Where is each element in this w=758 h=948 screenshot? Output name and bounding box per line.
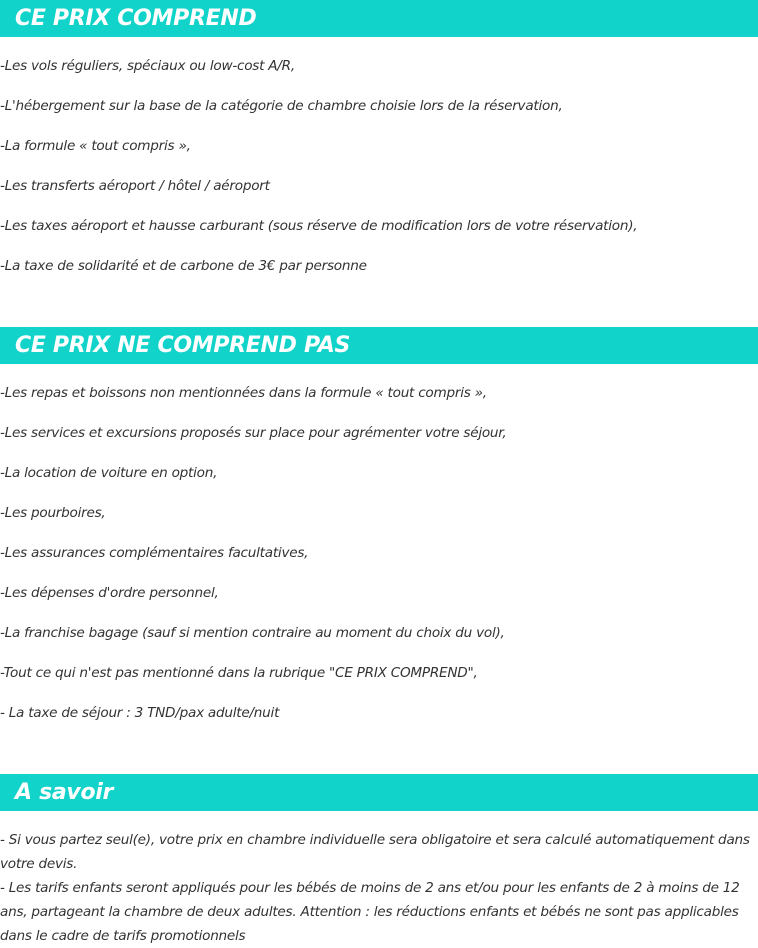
info-paragraph: - Les tarifs enfants seront appliqués pour les bébés de moins de 2 ans et/ou pour les enfants de 2 à moins de 12 ans, partageant la chambre de deux adultes. Attention : les réductions enfants et bébés ne sont pas applicables dans le cadre de tarifs promotionnels (0, 880, 740, 944)
section-header-not-included: CE PRIX NE COMPREND PAS (0, 327, 758, 364)
included-item: -La formule « tout compris », (0, 138, 191, 154)
included-item: -L'hébergement sur la base de la catégorie de chambre choisie lors de la réservation, (0, 98, 563, 114)
included-item: -Les vols réguliers, spéciaux ou low-cost A/R, (0, 58, 295, 74)
not-included-item: -Les assurances complémentaires facultatives, (0, 545, 309, 561)
included-item: -La taxe de solidarité et de carbone de 3€ par personne (0, 258, 367, 274)
not-included-item: -La franchise bagage (sauf si mention contraire au moment du choix du vol), (0, 625, 505, 641)
not-included-item: -Les pourboires, (0, 505, 106, 521)
not-included-item: -La location de voiture en option, (0, 465, 218, 481)
not-included-item: - La taxe de séjour : 3 TND/pax adulte/nuit (0, 705, 280, 721)
not-included-item: -Les services et excursions proposés sur place pour agrémenter votre séjour, (0, 425, 507, 441)
not-included-item: -Tout ce qui n'est pas mentionné dans la rubrique "CE PRIX COMPREND", (0, 665, 478, 681)
not-included-item: -Les dépenses d'ordre personnel, (0, 585, 219, 601)
info-paragraph: - Si vous partez seul(e), votre prix en chambre individuelle sera obligatoire et sera calculé automatiquement dans votre devis. (0, 832, 750, 872)
included-item: -Les transferts aéroport / hôtel / aéroport (0, 178, 270, 194)
included-item: -Les taxes aéroport et hausse carburant (sous réserve de modification lors de votre réservation), (0, 218, 638, 234)
section-header-included: CE PRIX COMPREND (0, 0, 758, 37)
not-included-item: -Les repas et boissons non mentionnées dans la formule « tout compris », (0, 385, 487, 401)
section-header-good-to-know: A savoir (0, 774, 758, 811)
